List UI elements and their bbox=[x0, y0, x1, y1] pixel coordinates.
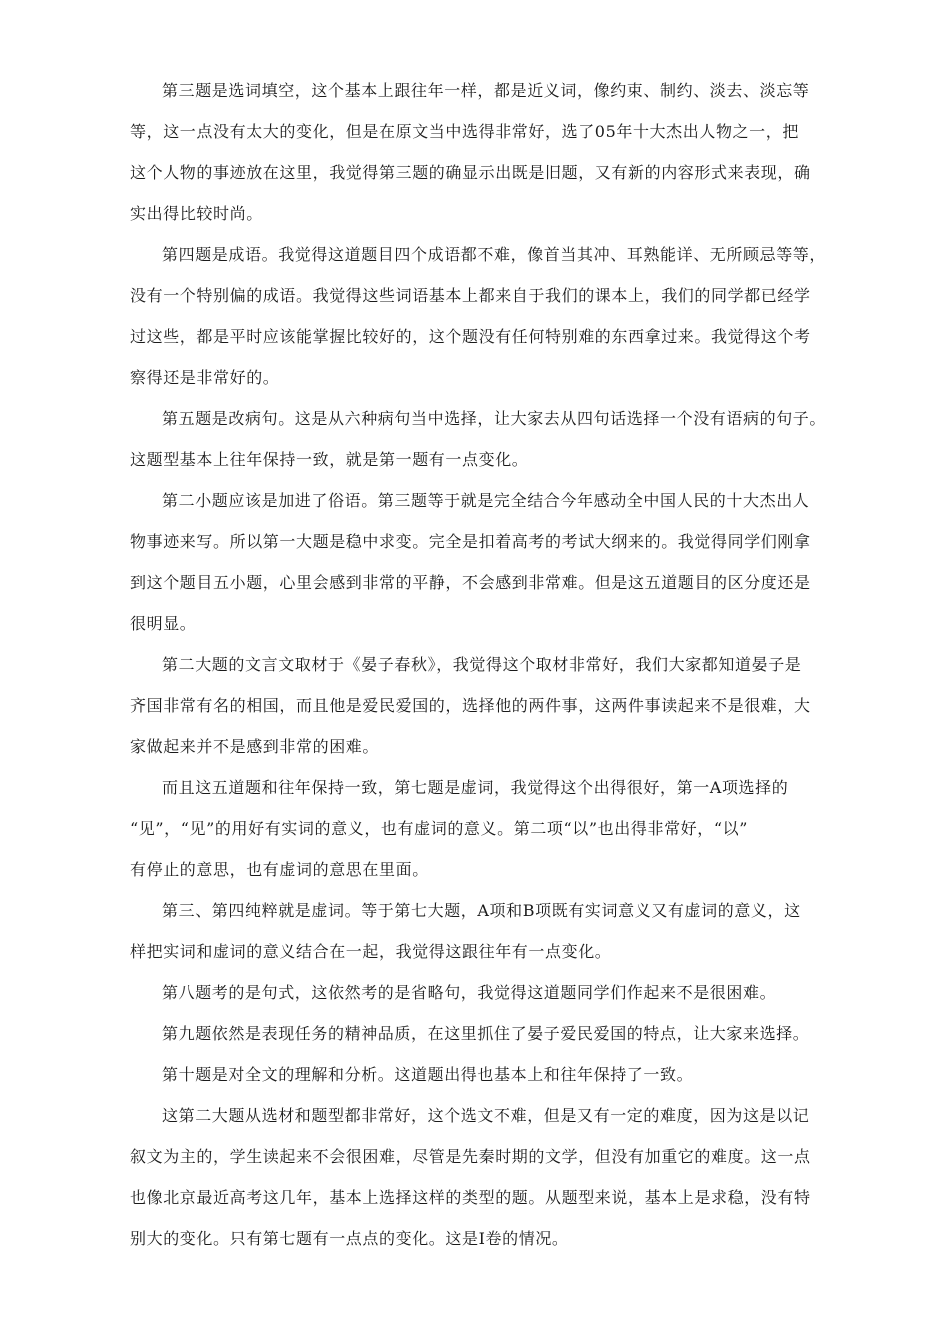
text-line: 第三、第四纯粹就是虚词。等于第七大题，A项和B项既有实词意义又有虚词的意义，这 bbox=[162, 901, 801, 920]
text-line: 很明显。 bbox=[130, 614, 197, 633]
text-line: 等，这一点没有太大的变化，但是在原文当中选得非常好，选了05年十大杰出人物之一，把 bbox=[130, 122, 799, 141]
text-line: 第五题是改病句。这是从六种病句当中选择，让大家去从四句话选择一个没有语病的句子。 bbox=[162, 409, 827, 428]
text-line: 也像北京最近高考这几年，基本上选择这样的类型的题。从题型来说，基本上是求稳，没有特 bbox=[130, 1188, 811, 1207]
text-line: 到这个题目五小题，心里会感到非常的平静，不会感到非常难。但是这五道题目的区分度还是 bbox=[130, 573, 811, 592]
text-line: 家做起来并不是感到非常的困难。 bbox=[130, 737, 380, 756]
text-line: 有停止的意思，也有虚词的意思在里面。 bbox=[130, 860, 429, 879]
text-line: “见”，“见”的用好有实词的意义，也有虚词的意义。第二项“以”也出得非常好，“以” bbox=[130, 819, 749, 838]
text-line: 别大的变化。只有第七题有一点点的变化。这是I卷的情况。 bbox=[130, 1229, 569, 1248]
text-line: 样把实词和虚词的意义结合在一起，我觉得这跟往年有一点变化。 bbox=[130, 942, 612, 961]
text-line: 第十题是对全文的理解和分析。这道题出得也基本上和往年保持了一致。 bbox=[162, 1065, 694, 1084]
text-line: 第二小题应该是加进了俗语。第三题等于就是完全结合今年感动全中国人民的十大杰出人 bbox=[162, 491, 810, 510]
text-line: 第四题是成语。我觉得这道题目四个成语都不难，像首当其冲、耳熟能详、无所顾忌等等， bbox=[162, 245, 827, 264]
text-line: 过这些，都是平时应该能掌握比较好的，这个题没有任何特别难的东西拿过来。我觉得这个考 bbox=[130, 327, 811, 346]
text-line: 第八题考的是句式，这依然考的是省略句，我觉得这道题同学们作起来不是很困难。 bbox=[162, 983, 777, 1002]
text-line: 第二大题的文言文取材于《晏子春秋》，我觉得这个取材非常好，我们大家都知道晏子是 bbox=[162, 655, 802, 674]
text-line: 这第二大题从选材和题型都非常好，这个选文不难，但是又有一定的难度，因为这是以记 bbox=[162, 1106, 810, 1125]
text-line: 第九题依然是表现任务的精神品质，在这里抓住了晏子爱民爱国的特点，让大家来选择。 bbox=[162, 1024, 810, 1043]
text-line: 没有一个特别偏的成语。我觉得这些词语基本上都来自于我们的课本上，我们的同学都已经学 bbox=[130, 286, 811, 305]
text-line: 这题型基本上往年保持一致，就是第一题有一点变化。 bbox=[130, 450, 529, 469]
text-line: 齐国非常有名的相国，而且他是爱民爱国的，选择他的两件事，这两件事读起来不是很难，大 bbox=[130, 696, 811, 715]
text-line: 叙文为主的，学生读起来不会很困难，尽管是先秦时期的文学，但没有加重它的难度。这一点 bbox=[130, 1147, 811, 1166]
text-line: 这个人物的事迹放在这里，我觉得第三题的确显示出既是旧题，又有新的内容形式来表现，确 bbox=[130, 163, 811, 182]
text-line: 物事迹来写。所以第一大题是稳中求变。完全是扣着高考的考试大纲来的。我觉得同学们刚拿 bbox=[130, 532, 811, 551]
text-line: 察得还是非常好的。 bbox=[130, 368, 280, 387]
text-line: 第三题是选词填空，这个基本上跟往年一样，都是近义词，像约束、制约、淡去、淡忘等 bbox=[162, 81, 810, 100]
text-line: 而且这五道题和往年保持一致，第七题是虚词，我觉得这个出得很好，第一A项选择的 bbox=[162, 778, 789, 797]
text-line: 实出得比较时尚。 bbox=[130, 204, 263, 223]
